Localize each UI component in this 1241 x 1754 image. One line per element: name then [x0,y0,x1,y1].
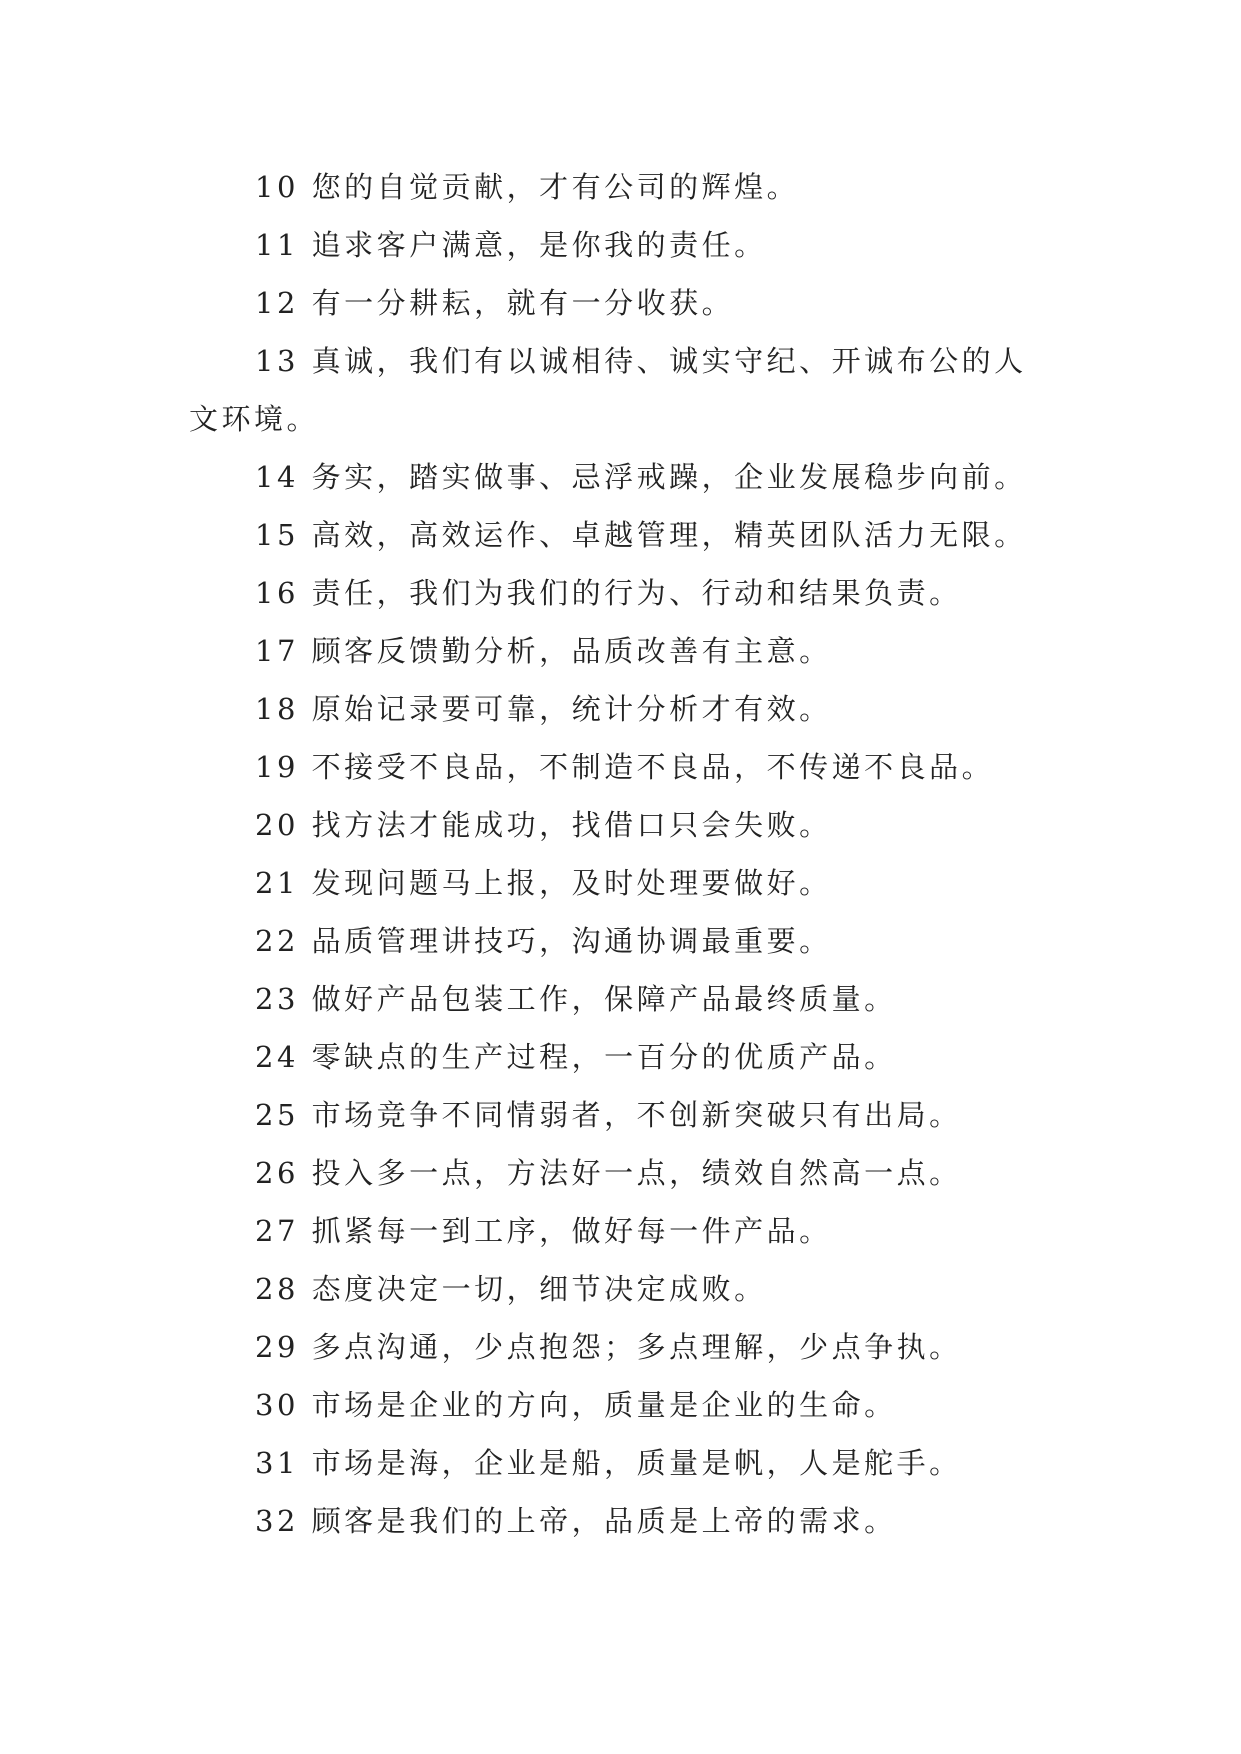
list-item: 12 有一分耕耘，就有一分收获。 [255,286,735,320]
list-item: 14 务实，踏实做事、忌浮戒躁，企业发展稳步向前。 [255,460,1027,494]
list-item: 23 做好产品包装工作，保障产品最终质量。 [255,982,897,1016]
list-item: 22 品质管理讲技巧，沟通协调最重要。 [255,924,832,958]
list-item: 32 顾客是我们的上帝，品质是上帝的需求。 [255,1504,897,1538]
list-item: 17 顾客反馈勤分析，品质改善有主意。 [255,634,832,668]
list-item: 24 零缺点的生产过程，一百分的优质产品。 [255,1040,897,1074]
list-item: 28 态度决定一切，细节决定成败。 [255,1272,767,1306]
list-item: 19 不接受不良品，不制造不良品，不传递不良品。 [255,750,995,784]
list-item: 29 多点沟通，少点抱怨；多点理解，少点争执。 [255,1330,962,1364]
list-item: 25 市场竞争不同情弱者，不创新突破只有出局。 [255,1098,962,1132]
list-item: 26 投入多一点，方法好一点，绩效自然高一点。 [255,1156,962,1190]
list-item: 13 真诚，我们有以诚相待、诚实守纪、开诚布公的人文环境。 [189,344,1027,436]
list-item: 31 市场是海，企业是船，质量是帆，人是舵手。 [255,1446,962,1480]
list-item: 15 高效，高效运作、卓越管理，精英团队活力无限。 [255,518,1027,552]
list-item: 27 抓紧每一到工序，做好每一件产品。 [255,1214,832,1248]
list-item: 30 市场是企业的方向，质量是企业的生命。 [255,1388,897,1422]
list-item: 10 您的自觉贡献，才有公司的辉煌。 [255,170,800,204]
list-item: 20 找方法才能成功，找借口只会失败。 [255,808,832,842]
document-body [189,158,1049,1550]
list-item: 21 发现问题马上报，及时处理要做好。 [255,866,832,900]
list-item: 11 追求客户满意，是你我的责任。 [255,228,767,262]
list-item: 18 原始记录要可靠，统计分析才有效。 [255,692,832,726]
list-item: 16 责任，我们为我们的行为、行动和结果负责。 [255,576,962,610]
